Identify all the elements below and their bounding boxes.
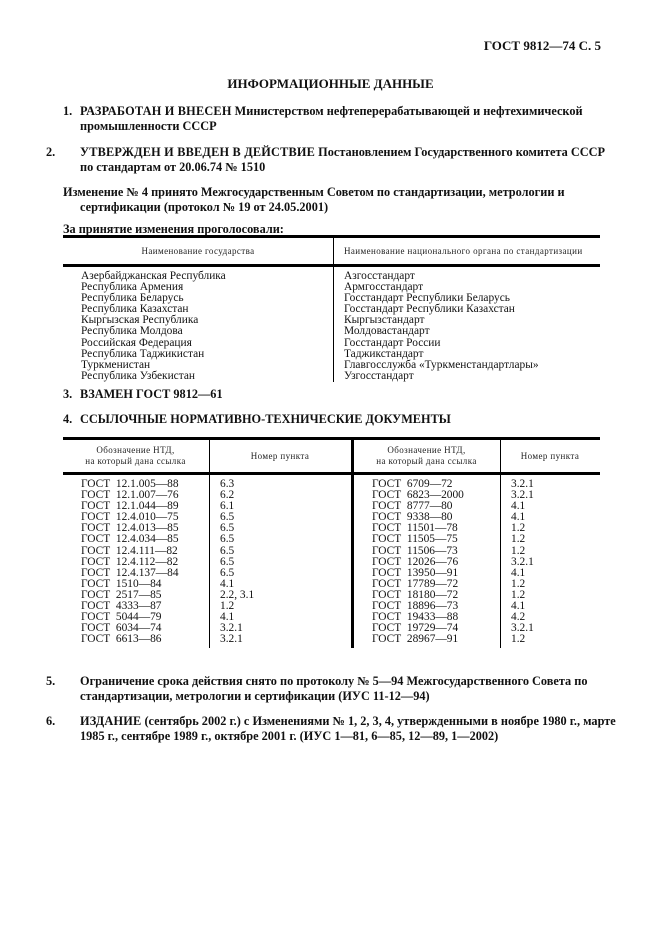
ref-clause: 6.5 [210,546,353,557]
header-designation-right [353,439,501,474]
ref-clause: 3.2.1 [501,490,601,501]
ref-designation: ГОСТ 12.1.044—89 [81,500,179,513]
ref-clause: 3.2.1 [210,623,353,634]
ref-clause: 1.2 [210,601,353,612]
standards-body: Главгосслужба «Туркменстандартлары» [344,358,539,371]
table-row [63,338,600,349]
table-row [63,474,600,491]
ref-designation: ГОСТ 28967—91 [353,634,501,648]
header-designation-line2: на который дана ссылка [85,456,186,466]
item-1-number: 1. [63,104,73,118]
item-5-number: 5. [46,674,56,688]
ref-designation: ГОСТ 12.4.013—85 [81,522,179,535]
table-row [63,371,600,382]
header-clause-left: Номер пункта [210,439,353,474]
header-clause-right: Номер пункта [501,439,601,474]
state-name: Республика Армения [63,282,334,293]
ref-clause: 3.2.1 [210,634,353,648]
ref-clause: 1.2 [501,590,601,601]
ref-clause: 1.2 [501,534,601,545]
ref-designation: ГОСТ 12.1.005—88 [81,478,179,490]
item-1-caps: РАЗРАБОТАН И ВНЕСЕН [80,104,232,118]
ref-clause: 3.2.1 [501,557,601,568]
item-4-number: 4. [63,412,73,426]
state-name: Туркменистан [63,360,334,371]
ref-designation: ГОСТ 11501—78 [353,523,501,534]
page-header-reference: ГОСТ 9812—74 С. 5 [483,38,601,53]
ref-designation: ГОСТ 19433—88 [353,612,501,623]
ref-designation: ГОСТ 2517—85 [81,588,162,601]
ref-designation: ГОСТ 6709—72 [353,474,501,491]
ref-designation: ГОСТ 9338—80 [353,512,501,523]
state-name: Азербайджанская Республика [63,266,334,283]
ref-designation: ГОСТ 12026—76 [353,557,501,568]
section-title: ИНФОРМАЦИОННЫЕ ДАННЫЕ [227,76,434,91]
item-6-text: (сентябрь 2002 г.) с Изменениями № 1, 2, 3, 4, утвержденными в ноябре 1980 г., марте 1985 г., сентябре 1989 г., октябре 2001 г. (ИУС 1—81, 6—85, 12—89, 1—2002) [80,714,616,743]
item-4-text: ССЫЛОЧНЫЕ НОРМАТИВНО-ТЕХНИЧЕСКИЕ ДОКУМЕНТЫ [80,412,451,426]
ref-clause: 1.2 [501,523,601,534]
standards-body: Госстандарт России [344,336,441,349]
ref-designation: ГОСТ 12.4.034—85 [81,533,179,546]
ref-designation: ГОСТ 13950—91 [353,568,501,579]
ref-designation: ГОСТ 12.4.112—82 [81,555,179,568]
item-2-caps: УТВЕРЖДЕН И ВВЕДЕН В ДЕЙСТВИЕ [80,145,316,159]
ref-clause: 6.5 [210,523,353,534]
ref-designation: ГОСТ 6613—86 [81,633,162,646]
header-designation-left [63,439,210,474]
amendment-note: Изменение № 4 принято Межгосударственным Советом по стандартизации, метрологии и сертификации (протокол № 19 от 24.05.2001) [63,185,565,214]
item-6-number: 6. [46,714,56,728]
ref-clause: 6.5 [210,534,353,545]
ref-clause: 1.2 [501,546,601,557]
standards-body: Кыргызстандарт [344,314,425,327]
ref-designation: ГОСТ 4333—87 [81,600,162,613]
table-row [63,546,600,557]
ref-clause: 3.2.1 [501,623,601,634]
state-name: Республика Беларусь [63,293,334,304]
ref-designation: ГОСТ 1510—84 [81,577,162,590]
item-3-number: 3. [63,387,73,401]
ref-clause: 4.2 [501,612,601,623]
state-name: Кыргызская Республика [63,315,334,326]
references-table [63,437,600,648]
ref-clause: 6.5 [210,557,353,568]
item-3 [63,387,600,402]
ref-designation: ГОСТ 12.1.007—76 [81,489,179,502]
ref-clause: 6.5 [210,512,353,523]
table-row [63,634,600,648]
state-name: Российская Федерация [63,338,334,349]
ref-designation: ГОСТ 18180—72 [353,590,501,601]
table-row [63,266,600,283]
ref-designation: ГОСТ 18896—73 [353,601,501,612]
ref-designation: ГОСТ 8777—80 [353,501,501,512]
ref-designation: ГОСТ 12.4.111—82 [81,544,178,557]
state-name: Республика Казахстан [63,304,334,315]
state-name: Республика Узбекистан [63,371,334,382]
voting-table [63,235,600,382]
ref-clause: 6.5 [210,568,353,579]
voted-label: За принятие изменения проголосовали: [63,222,284,236]
ref-designation: ГОСТ 11506—73 [353,546,501,557]
voting-table-header [63,237,600,266]
ref-clause: 6.3 [210,474,353,491]
ref-designation: ГОСТ 12.4.137—84 [81,566,179,579]
state-name: Республика Таджикистан [63,349,334,360]
ref-clause: 4.1 [501,601,601,612]
table-row [63,534,600,545]
state-name: Республика Молдова [63,326,334,337]
ref-designation: ГОСТ 11505—75 [353,534,501,545]
ref-clause: 1.2 [501,579,601,590]
standards-body: Азгосстандарт [344,270,415,282]
item-1 [63,104,617,134]
ref-designation: ГОСТ 12.4.010—75 [81,511,179,524]
standards-body: Молдовастандарт [344,325,430,338]
ref-clause: 6.1 [210,501,353,512]
item-5 [46,674,617,704]
ref-designation: ГОСТ 6823—2000 [353,490,501,501]
item-3-text: ВЗАМЕН ГОСТ 9812—61 [80,387,223,401]
ref-clause: 4.1 [210,612,353,623]
table-row [63,326,600,337]
item-1-text: Министерством нефтеперерабатывающей и нефтехимической промышленности СССР [80,104,583,133]
item-6-caps: ИЗДАНИЕ [80,714,142,728]
item-4 [63,412,600,427]
header-standards-body: Наименование национального органа по стандартизации [334,237,601,266]
ref-designation: ГОСТ 5044—79 [81,611,162,624]
ref-clause: 1.2 [501,634,601,648]
standards-body: Таджикстандарт [344,347,424,360]
standards-body: Госстандарт Республики Казахстан [344,303,515,316]
ref-designation: ГОСТ 17789—72 [353,579,501,590]
ref-clause: 4.1 [501,512,601,523]
ref-designation: ГОСТ 6034—74 [81,622,162,635]
item-2-number: 2. [46,145,56,159]
ref-clause: 4.1 [210,579,353,590]
header-designation-line1: Обозначение НТД, [96,445,175,455]
standards-body: Узгосстандарт [344,369,414,382]
standards-body: Армгосстандарт [344,281,424,294]
item-5-text: Ограничение срока действия снято по протоколу № 5—94 Межгосударственного Совета по стандартизации, метрологии и сертификации (ИУС 11-12—94) [80,674,588,703]
header-state: Наименование государства [63,237,334,266]
item-6 [46,714,617,744]
ref-designation: ГОСТ 19729—74 [353,623,501,634]
ref-clause: 3.2.1 [501,474,601,491]
standards-body: Госстандарт Республики Беларусь [344,292,510,305]
ref-clause: 2.2, 3.1 [210,590,353,601]
item-2-text: Постановлением Государственного комитета СССР по стандартам от 20.06.74 № 1510 [80,145,606,174]
header-designation-line1: Обозначение НТД, [387,445,466,455]
ref-clause: 4.1 [501,501,601,512]
ref-clause: 4.1 [501,568,601,579]
item-2 [46,145,617,175]
ref-clause: 6.2 [210,490,353,501]
header-designation-line2: на который дана ссылка [376,456,477,466]
references-table-header [63,439,600,474]
